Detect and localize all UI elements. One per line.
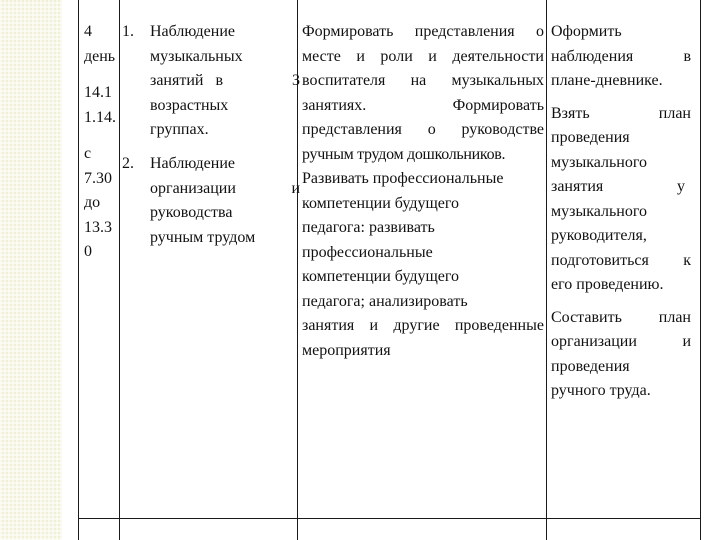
goal-line: педагога: развивать (302, 219, 435, 236)
action-word: план (658, 104, 691, 122)
task-text: Наблюдение (150, 23, 235, 40)
goal-line: компетенции будущего (302, 268, 460, 285)
day-text: 4 (84, 23, 92, 40)
goal-line (302, 69, 544, 94)
action-line: руководителя, (551, 227, 647, 244)
goal-word: Формировать (452, 96, 544, 114)
action-line: проведения (551, 129, 630, 146)
task-word: 3 (292, 72, 300, 89)
goal-word: месте (302, 47, 341, 65)
task-number: 1. (122, 23, 134, 40)
day-text: день (84, 47, 116, 65)
goal-line: компетенции будущего (302, 194, 460, 212)
action-word: к (683, 251, 691, 269)
action-line: музыкального (551, 202, 647, 220)
time-text: 7.30 (84, 169, 112, 187)
task-text: ручным трудом (150, 228, 256, 246)
goal-word: занятия (302, 317, 355, 334)
task-word: организации (150, 179, 236, 197)
action-line (551, 306, 691, 331)
goal-line: профессиональные (302, 243, 433, 261)
goal-word: представления (414, 23, 515, 40)
action-line (551, 45, 691, 70)
goal-word: и (428, 47, 437, 65)
task-text: возрастных (150, 96, 229, 114)
table-border (546, 0, 547, 540)
action-line: его проведению. (551, 276, 664, 293)
task-item (150, 152, 300, 250)
goal-line: Развивать профессиональные (302, 170, 504, 187)
goal-word: представления (302, 121, 402, 138)
task-word: и (291, 179, 300, 197)
action-line: проведения (551, 357, 630, 375)
action-line (551, 175, 691, 200)
goal-line (302, 118, 544, 143)
action-word: занятия (551, 178, 604, 195)
task-text: Наблюдение (150, 155, 235, 172)
date-text: 1.14. (84, 108, 116, 126)
action-word: Составить (551, 308, 622, 326)
task-number: 2. (122, 155, 134, 172)
action-line (551, 102, 691, 127)
action-word: организации (551, 333, 637, 350)
table-border (78, 518, 700, 519)
goal-line (302, 314, 544, 339)
action-line: музыкального (551, 153, 647, 171)
actions-cell (551, 20, 691, 404)
goal-line: педагога; анализировать (302, 292, 468, 310)
goal-word: занятиях. (302, 96, 367, 114)
action-word: Взять (551, 104, 590, 122)
action-word: план (658, 308, 691, 326)
goal-word: о (536, 23, 544, 40)
goal-line: мероприятия (302, 341, 391, 359)
goal-word: о (427, 121, 436, 138)
date-text: 14.1 (84, 84, 112, 101)
action-line: ручного труда. (551, 382, 651, 399)
decorative-stripe (0, 0, 62, 540)
action-line: плане-дневнике. (551, 72, 663, 89)
goal-word: Формировать (302, 23, 394, 40)
task-text: группах. (150, 121, 209, 138)
task-word: занятий (150, 72, 204, 89)
action-word: в (683, 47, 691, 65)
goals-cell (302, 20, 544, 363)
task-item (150, 20, 300, 143)
task-text (150, 69, 300, 94)
day-cell (84, 20, 116, 265)
goal-word: роли (380, 47, 413, 65)
time-text: 0 (84, 243, 92, 260)
table-border (700, 0, 701, 540)
goal-word: и (356, 47, 365, 65)
task-text: руководства (150, 204, 233, 221)
action-line (551, 330, 691, 355)
goal-word: на (410, 72, 427, 89)
goal-line (302, 20, 544, 45)
time-text: с (84, 145, 92, 162)
goal-word: воспитателя (302, 72, 386, 89)
action-word: у (677, 178, 685, 195)
action-word: и (682, 333, 691, 350)
table-border (119, 0, 120, 540)
goal-word: другие (393, 317, 440, 334)
goal-line (302, 45, 544, 70)
goal-line (302, 94, 544, 119)
goal-word: и (369, 317, 379, 334)
task-text (150, 177, 300, 202)
action-word: подготовиться (551, 251, 649, 269)
task-word: в (215, 72, 224, 89)
action-word: наблюдения (551, 47, 634, 65)
goal-word: проведенные (454, 317, 544, 334)
goal-line: ручным трудом дошкольников. (302, 145, 506, 163)
goal-word: руководстве (461, 121, 544, 138)
table-border (78, 0, 79, 540)
time-text: до (84, 194, 101, 211)
goal-word: музыкальных (451, 72, 544, 89)
time-text: 13.3 (84, 218, 112, 236)
action-line: Оформить (551, 23, 622, 40)
task-text: музыкальных (150, 47, 243, 65)
action-line (551, 249, 691, 274)
goal-word: деятельности (452, 47, 544, 65)
